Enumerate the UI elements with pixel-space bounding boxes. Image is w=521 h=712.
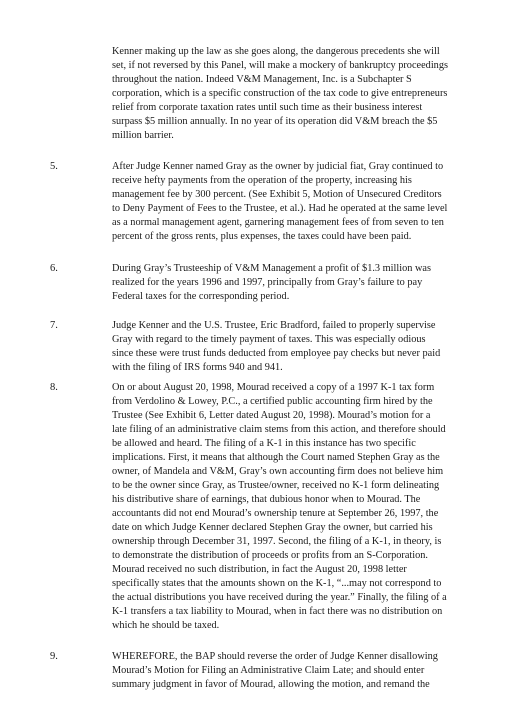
text-line: receive hefty payments from the operation of the property, increasing his — [112, 175, 412, 186]
text-line: owner, of Mandela and V&M, Gray’s own accounting firm does not believe him — [112, 466, 444, 477]
text-line: specifically states that the amounts shown on the K-1, “...may not correspond to — [112, 578, 442, 589]
text-line: to Deny Payment of Fees to the Trustee, et al.). Had he operated at the same level — [112, 203, 448, 214]
text-line: late filing of an administrative claim stems from this action, and therefore should — [112, 424, 446, 435]
paragraph-text — [112, 160, 447, 244]
text-line: million barrier. — [112, 130, 174, 141]
text-line: implications. First, it means that although the Court named Stephen Gray as the — [112, 452, 440, 463]
text-line: Judge Kenner and the U.S. Trustee, Eric Bradford, failed to properly supervise — [112, 320, 436, 331]
text-line: be allowed and heard. The filing of a K-1 in this instance has two specific — [112, 438, 416, 449]
text-line: his distributive share of earnings, that dubious honor when to Mourad. The — [112, 494, 421, 505]
text-line: corporation, which is a specific construction of the tax code to give entrepreneurs — [112, 88, 448, 99]
text-line: After Judge Kenner named Gray as the owner by judicial fiat, Gray continued to — [112, 161, 444, 172]
paragraph-text — [112, 45, 448, 143]
text-line: Mourad received no such distribution, in fact the August 20, 1998 letter — [112, 564, 407, 575]
text-line: percent of the gross rents, plus expenses, the taxes could have been paid. — [112, 231, 412, 242]
text-line: set, if not reversed by this Panel, will make a mockery of bankruptcy proceedings — [112, 60, 448, 71]
text-line: Trustee (See Exhibit 6, Letter dated August 20, 1998). Mourad’s motion for a — [112, 410, 431, 421]
paragraph-text — [112, 319, 440, 375]
text-line: throughout the nation. Indeed V&M Management, Inc. is a Subchapter S — [112, 74, 412, 85]
text-line: During Gray’s Trusteeship of V&M Management a profit of $1.3 million was — [112, 263, 431, 274]
text-line: Gray with regard to the timely payment of taxes. This was especially odious — [112, 334, 426, 345]
text-line: ownership through December 31, 1997. Second, the filing of a K-1, in theory, is — [112, 536, 442, 547]
text-line: K-1 transfers a tax liability to Mourad, when in fact there was no distribution on — [112, 606, 443, 617]
text-line: Kenner making up the law as she goes along, the dangerous precedents she will — [112, 46, 440, 57]
paragraph-text — [112, 381, 447, 633]
text-line: WHEREFORE, the BAP should reverse the order of Judge Kenner disallowing — [112, 651, 438, 662]
paragraph-number: 6. — [50, 263, 58, 274]
text-line: surpass $5 million annually. In no year of its operation did V&M breach the $5 — [112, 116, 438, 127]
text-line: since these were trust funds deducted from employee pay checks but never paid — [112, 348, 441, 359]
text-line: as a normal management agent, garnering management fees of from seven to ten — [112, 217, 444, 228]
text-line: On or about August 20, 1998, Mourad received a copy of a 1997 K-1 tax form — [112, 382, 435, 393]
paragraph-number: 5. — [50, 161, 58, 172]
text-line: to be the owner since Gray, as Trustee/owner, received no K-1 form delineating — [112, 480, 440, 491]
text-line: to demonstrate the distribution of proceeds or profits from an S-Corporation. — [112, 550, 428, 561]
text-line: relief from corporate taxation rates until such time as their business interest — [112, 102, 423, 113]
text-line: with the filing of IRS forms 940 and 941. — [112, 362, 283, 373]
paragraph-number: 8. — [50, 382, 58, 393]
text-line: realized for the years 1996 and 1997, principally from Gray’s failure to pay — [112, 277, 423, 288]
text-line: which he should be taxed. — [112, 620, 220, 631]
text-line: Federal taxes for the corresponding period. — [112, 291, 290, 302]
text-line: summary judgment in favor of Mourad, allowing the motion, and remand the — [112, 679, 430, 690]
paragraph-text — [112, 650, 438, 692]
paragraph-number: 9. — [50, 651, 58, 662]
paragraph-number: 7. — [50, 320, 58, 331]
text-line: the actual distributions you have received during the year.” Finally, the filing of a — [112, 592, 447, 603]
text-line: Mourad’s Motion for Filing an Administrative Claim Late; and should enter — [112, 665, 425, 676]
paragraph-text — [112, 262, 431, 304]
text-line: date on which Judge Kenner declared Stephen Gray the owner, but carried his — [112, 522, 433, 533]
text-line: management fee by 300 percent. (See Exhibit 5, Motion of Unsecured Creditors — [112, 189, 442, 200]
text-line: from Verdolino & Lowey, P.C., a certified public accounting firm hired by the — [112, 396, 433, 407]
text-line: accountants did not end Mourad’s ownership tenure at September 26, 1997, the — [112, 508, 439, 519]
